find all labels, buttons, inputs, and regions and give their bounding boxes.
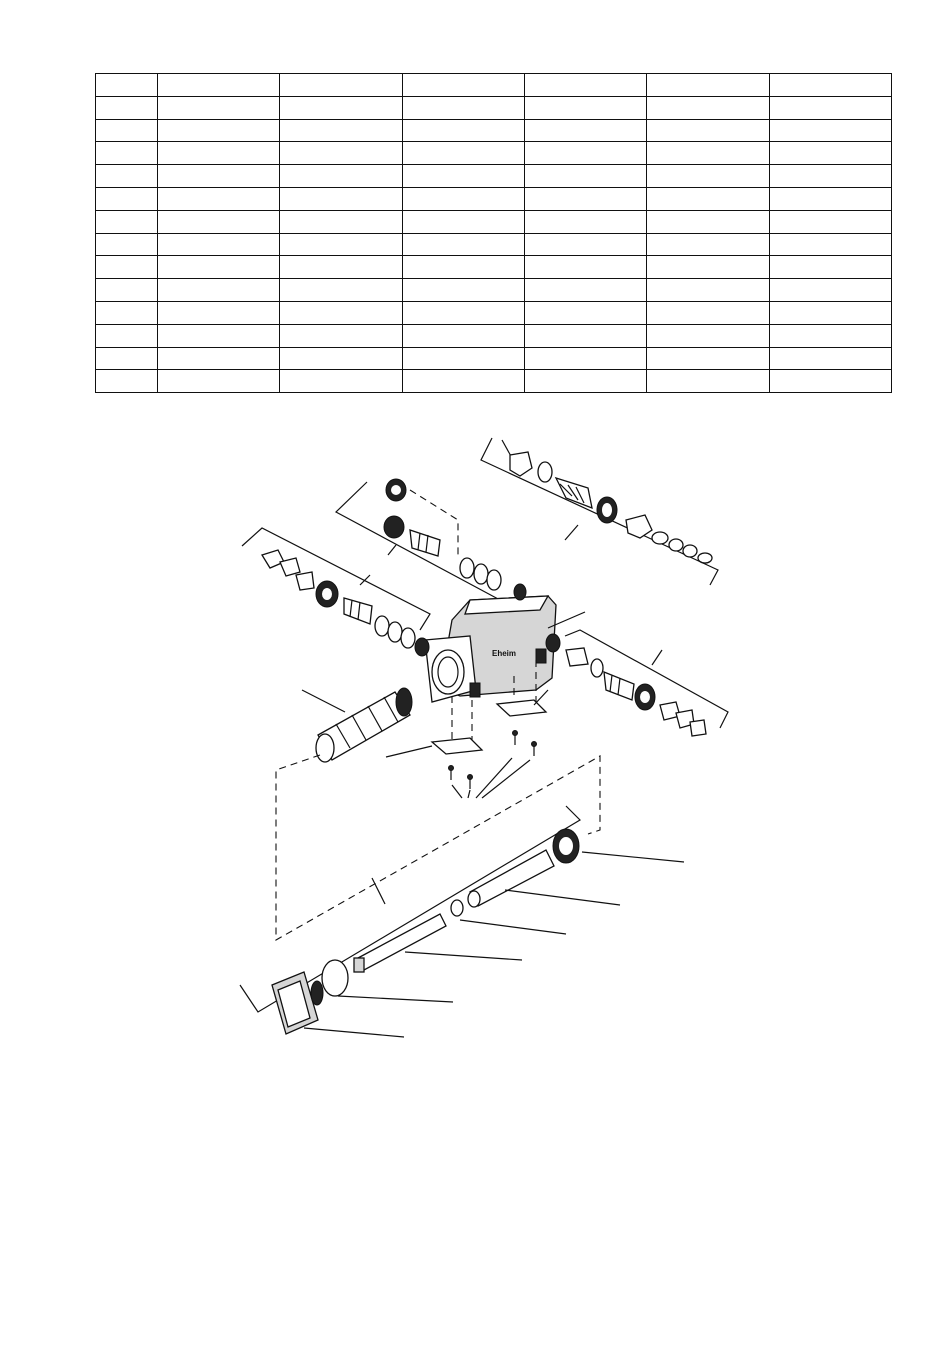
washer — [652, 532, 668, 544]
table-cell — [280, 210, 402, 233]
table-cell — [280, 370, 402, 393]
table-row — [96, 233, 892, 256]
table-cell — [524, 96, 646, 119]
table-cell — [402, 301, 524, 324]
side-nut — [546, 634, 560, 652]
leader-line — [565, 525, 578, 540]
table-cell — [158, 119, 280, 142]
table-cell — [280, 347, 402, 370]
table-cell — [96, 96, 158, 119]
table-cell — [769, 74, 891, 97]
pump-housing — [415, 584, 585, 702]
table-cell — [402, 324, 524, 347]
table-cell — [647, 233, 769, 256]
table-cell — [769, 233, 891, 256]
table-cell — [96, 347, 158, 370]
top-nut — [514, 584, 526, 600]
table-cell — [96, 256, 158, 279]
washer — [698, 553, 712, 563]
table-cell — [402, 165, 524, 188]
table-cell — [158, 187, 280, 210]
table-cell — [769, 256, 891, 279]
table-cell — [158, 74, 280, 97]
screw — [449, 766, 454, 771]
top-right-connector-assembly — [481, 438, 718, 585]
table-row — [96, 324, 892, 347]
table-cell — [647, 96, 769, 119]
table-cell — [647, 210, 769, 233]
table-cell — [96, 279, 158, 302]
table-row — [96, 347, 892, 370]
table-cell — [769, 279, 891, 302]
table-cell — [769, 301, 891, 324]
hose-tail — [344, 598, 372, 624]
table-row — [96, 96, 892, 119]
table-cell — [524, 256, 646, 279]
table-cell — [158, 370, 280, 393]
o-ring — [474, 564, 488, 584]
table-cell — [524, 119, 646, 142]
table-row — [96, 301, 892, 324]
side-nut — [415, 638, 429, 656]
brand-label: Eheim — [492, 649, 517, 658]
washer — [296, 572, 314, 590]
table-cell — [96, 233, 158, 256]
table-cell — [402, 347, 524, 370]
exploded-parts-diagram — [0, 420, 950, 1060]
washer — [280, 558, 300, 576]
mounting-clip-left — [432, 738, 482, 754]
table-row — [96, 256, 892, 279]
table-cell — [524, 74, 646, 97]
table-cell — [158, 233, 280, 256]
uv-lamp — [358, 914, 446, 970]
o-ring — [591, 659, 603, 677]
table-cell — [402, 119, 524, 142]
table-cell — [647, 256, 769, 279]
table-cell — [402, 142, 524, 165]
table-cell — [769, 347, 891, 370]
end-cap-thread — [311, 981, 323, 1005]
table-cell — [96, 370, 158, 393]
table-row — [96, 142, 892, 165]
table-cell — [402, 210, 524, 233]
o-ring — [375, 616, 389, 636]
table-cell — [524, 370, 646, 393]
washer — [669, 539, 683, 551]
table-cell — [524, 347, 646, 370]
parts-table — [95, 73, 892, 393]
cage-thread — [396, 688, 412, 716]
table-cell — [280, 119, 402, 142]
table-cell — [524, 142, 646, 165]
mount-foot — [470, 683, 480, 697]
table-row — [96, 74, 892, 97]
o-ring — [401, 628, 415, 648]
table-cell — [647, 347, 769, 370]
table-cell — [647, 165, 769, 188]
sleeve-end — [468, 891, 480, 907]
table-cell — [402, 187, 524, 210]
table-cell — [280, 165, 402, 188]
table-cell — [158, 165, 280, 188]
table-cell — [96, 119, 158, 142]
o-ring — [388, 622, 402, 642]
explosion-guide — [276, 755, 600, 940]
table-cell — [158, 96, 280, 119]
washer — [690, 720, 706, 736]
table-row — [96, 165, 892, 188]
table-cell — [96, 165, 158, 188]
o-ring — [460, 558, 474, 578]
left-connector-assembly — [242, 528, 430, 648]
table-cell — [280, 74, 402, 97]
filter-cage — [302, 688, 412, 762]
table-cell — [402, 370, 524, 393]
table-cell — [647, 324, 769, 347]
screw — [468, 775, 473, 780]
table-cell — [402, 279, 524, 302]
washer — [262, 550, 284, 568]
table-cell — [158, 347, 280, 370]
table-row — [96, 119, 892, 142]
table-cell — [280, 301, 402, 324]
table-cell — [96, 210, 158, 233]
table-cell — [647, 119, 769, 142]
clamp — [626, 515, 652, 538]
screw — [513, 731, 518, 736]
table-cell — [769, 210, 891, 233]
table-cell — [402, 74, 524, 97]
table-cell — [96, 324, 158, 347]
table-cell — [96, 187, 158, 210]
elbow-fitting — [566, 648, 588, 666]
table-cell — [769, 165, 891, 188]
table-cell — [158, 256, 280, 279]
lamp-sleeve-assembly — [240, 806, 684, 1037]
table-cell — [280, 256, 402, 279]
o-ring-small — [451, 900, 463, 916]
table-cell — [158, 142, 280, 165]
table-cell — [402, 96, 524, 119]
group-bracket — [565, 630, 728, 728]
elbow-fitting — [510, 452, 532, 476]
o-ring — [538, 462, 552, 482]
table-cell — [280, 187, 402, 210]
table-cell — [524, 187, 646, 210]
table-cell — [280, 233, 402, 256]
table-cell — [96, 74, 158, 97]
table-cell — [769, 324, 891, 347]
table-cell — [96, 142, 158, 165]
nut-lower — [384, 516, 404, 538]
table-row — [96, 210, 892, 233]
table-cell — [647, 74, 769, 97]
table-cell — [402, 233, 524, 256]
top-center-connector-assembly — [336, 479, 501, 612]
right-connector-assembly — [565, 630, 728, 736]
table-cell — [769, 96, 891, 119]
table-cell — [280, 324, 402, 347]
table-row — [96, 370, 892, 393]
table-row — [96, 279, 892, 302]
table-cell — [647, 301, 769, 324]
washer — [683, 545, 697, 557]
mount-foot — [536, 649, 546, 663]
table-cell — [280, 279, 402, 302]
table-cell — [647, 187, 769, 210]
table-cell — [158, 301, 280, 324]
screw — [532, 742, 537, 747]
o-ring-large — [322, 960, 348, 996]
table-cell — [402, 256, 524, 279]
table-cell — [647, 370, 769, 393]
table-cell — [769, 370, 891, 393]
table-cell — [96, 301, 158, 324]
table-cell — [769, 142, 891, 165]
table-cell — [280, 96, 402, 119]
table-cell — [647, 279, 769, 302]
table-cell — [280, 142, 402, 165]
table-cell — [524, 279, 646, 302]
parts-table-body — [96, 74, 892, 393]
table-cell — [158, 279, 280, 302]
table-cell — [524, 233, 646, 256]
o-ring — [487, 570, 501, 590]
hose-tail — [410, 530, 440, 556]
lamp-base — [354, 958, 364, 972]
table-row — [96, 187, 892, 210]
table-cell — [769, 119, 891, 142]
table-cell — [524, 324, 646, 347]
mounting-clip-right — [497, 700, 546, 716]
table-cell — [158, 210, 280, 233]
table-cell — [524, 165, 646, 188]
table-cell — [769, 187, 891, 210]
cage-end — [316, 734, 334, 762]
table-cell — [158, 324, 280, 347]
table-cell — [524, 301, 646, 324]
table-cell — [647, 142, 769, 165]
group-bracket — [242, 528, 430, 630]
table-cell — [524, 210, 646, 233]
